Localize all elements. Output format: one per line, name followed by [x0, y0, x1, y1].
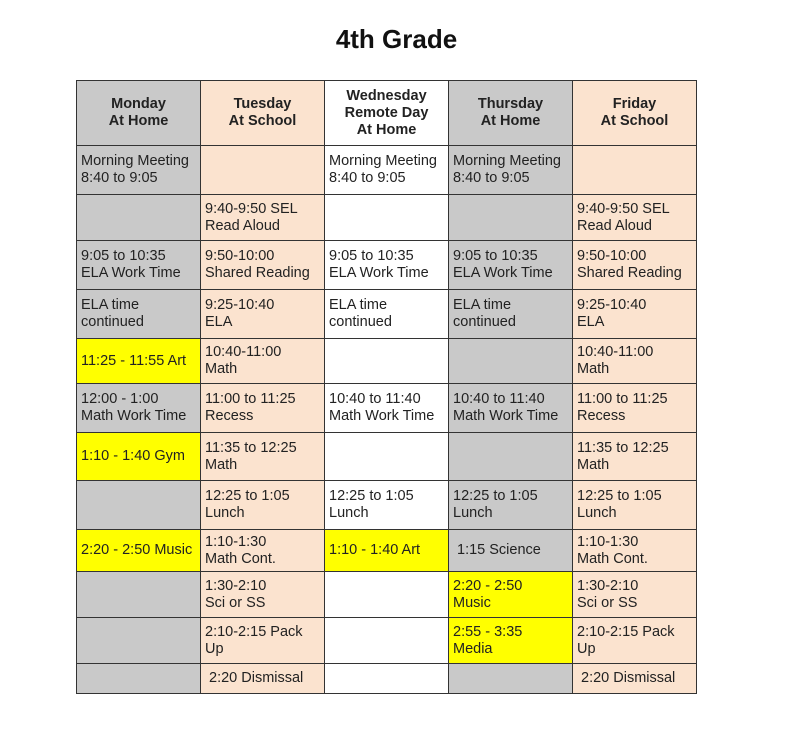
schedule-cell-tuesday: 12:25 to 1:05 Lunch — [201, 481, 325, 530]
schedule-cell-wednesday: 12:25 to 1:05 Lunch — [325, 481, 449, 530]
schedule-cell-wednesday: Morning Meeting 8:40 to 9:05 — [325, 146, 449, 195]
schedule-cell-monday: 11:25 - 11:55 Art — [77, 339, 201, 384]
schedule-cell-tuesday: 11:00 to 11:25 Recess — [201, 384, 325, 433]
schedule-cell-wednesday: 1:10 - 1:40 Art — [325, 530, 449, 572]
schedule-cell-wednesday — [325, 664, 449, 694]
schedule-cell-monday — [77, 664, 201, 694]
schedule-cell-friday: 9:25-10:40 ELA — [573, 290, 697, 339]
schedule-cell-tuesday: 9:50-10:00 Shared Reading — [201, 241, 325, 290]
column-header-thursday: Thursday At Home — [449, 81, 573, 146]
schedule-cell-wednesday — [325, 433, 449, 481]
schedule-cell-friday: 2:10-2:15 Pack Up — [573, 618, 697, 664]
schedule-cell-tuesday: 10:40-11:00 Math — [201, 339, 325, 384]
schedule-cell-thursday: 10:40 to 11:40 Math Work Time — [449, 384, 573, 433]
schedule-cell-monday: Morning Meeting 8:40 to 9:05 — [77, 146, 201, 195]
schedule-cell-wednesday: ELA time continued — [325, 290, 449, 339]
schedule-cell-wednesday — [325, 572, 449, 618]
table-row — [77, 241, 697, 290]
schedule-cell-friday: 12:25 to 1:05 Lunch — [573, 481, 697, 530]
schedule-cell-wednesday — [325, 195, 449, 241]
column-header-friday: Friday At School — [573, 81, 697, 146]
schedule-cell-friday: 9:50-10:00 Shared Reading — [573, 241, 697, 290]
schedule-cell-wednesday — [325, 618, 449, 664]
schedule-cell-tuesday: 2:10-2:15 Pack Up — [201, 618, 325, 664]
schedule-cell-thursday — [449, 195, 573, 241]
schedule-cell-tuesday: 11:35 to 12:25 Math — [201, 433, 325, 481]
schedule-table — [76, 80, 697, 694]
table-row — [77, 195, 697, 241]
schedule-cell-monday: 12:00 - 1:00 Math Work Time — [77, 384, 201, 433]
table-row — [77, 664, 697, 694]
schedule-cell-thursday — [449, 664, 573, 694]
column-header-monday: Monday At Home — [77, 81, 201, 146]
schedule-cell-monday — [77, 481, 201, 530]
schedule-cell-monday: 2:20 - 2:50 Music — [77, 530, 201, 572]
column-header-wednesday: Wednesday Remote Day At Home — [325, 81, 449, 146]
schedule-cell-thursday: 9:05 to 10:35 ELA Work Time — [449, 241, 573, 290]
schedule-cell-friday: 11:35 to 12:25 Math — [573, 433, 697, 481]
page-title: 4th Grade — [335, 24, 458, 54]
schedule-cell-tuesday: 9:25-10:40 ELA — [201, 290, 325, 339]
schedule-cell-friday: 9:40-9:50 SEL Read Aloud — [573, 195, 697, 241]
schedule-cell-tuesday — [201, 146, 325, 195]
table-body — [77, 146, 697, 694]
column-header-tuesday: Tuesday At School — [201, 81, 325, 146]
table-row — [77, 384, 697, 433]
table-row — [77, 146, 697, 195]
schedule-cell-wednesday: 9:05 to 10:35 ELA Work Time — [325, 241, 449, 290]
table-header-row — [77, 81, 697, 146]
schedule-cell-thursday: 2:20 - 2:50 Music — [449, 572, 573, 618]
table-row — [77, 339, 697, 384]
table-row — [77, 530, 697, 572]
table-row — [77, 290, 697, 339]
schedule-cell-monday: 1:10 - 1:40 Gym — [77, 433, 201, 481]
schedule-cell-thursday: 12:25 to 1:05 Lunch — [449, 481, 573, 530]
schedule-cell-friday: 2:20 Dismissal — [573, 664, 697, 694]
schedule-cell-tuesday: 1:30-2:10 Sci or SS — [201, 572, 325, 618]
schedule-cell-friday: 1:30-2:10 Sci or SS — [573, 572, 697, 618]
schedule-cell-friday: 11:00 to 11:25 Recess — [573, 384, 697, 433]
schedule-cell-monday: 9:05 to 10:35 ELA Work Time — [77, 241, 201, 290]
schedule-cell-thursday: 2:55 - 3:35 Media — [449, 618, 573, 664]
schedule-cell-friday: 10:40-11:00 Math — [573, 339, 697, 384]
table-row — [77, 433, 697, 481]
schedule-cell-tuesday: 1:10-1:30 Math Cont. — [201, 530, 325, 572]
schedule-cell-thursday: 1:15 Science — [449, 530, 573, 572]
schedule-cell-monday — [77, 618, 201, 664]
schedule-cell-wednesday — [325, 339, 449, 384]
schedule-cell-thursday — [449, 433, 573, 481]
table-row — [77, 618, 697, 664]
schedule-cell-thursday: Morning Meeting 8:40 to 9:05 — [449, 146, 573, 195]
schedule-cell-monday — [77, 572, 201, 618]
table-row — [77, 481, 697, 530]
schedule-cell-tuesday: 9:40-9:50 SEL Read Aloud — [201, 195, 325, 241]
schedule-cell-monday — [77, 195, 201, 241]
schedule-cell-friday: 1:10-1:30 Math Cont. — [573, 530, 697, 572]
schedule-cell-tuesday: 2:20 Dismissal — [201, 664, 325, 694]
schedule-cell-thursday: ELA time continued — [449, 290, 573, 339]
schedule-cell-wednesday: 10:40 to 11:40 Math Work Time — [325, 384, 449, 433]
table-row — [77, 572, 697, 618]
schedule-cell-monday: ELA time continued — [77, 290, 201, 339]
schedule-cell-thursday — [449, 339, 573, 384]
schedule-cell-friday — [573, 146, 697, 195]
